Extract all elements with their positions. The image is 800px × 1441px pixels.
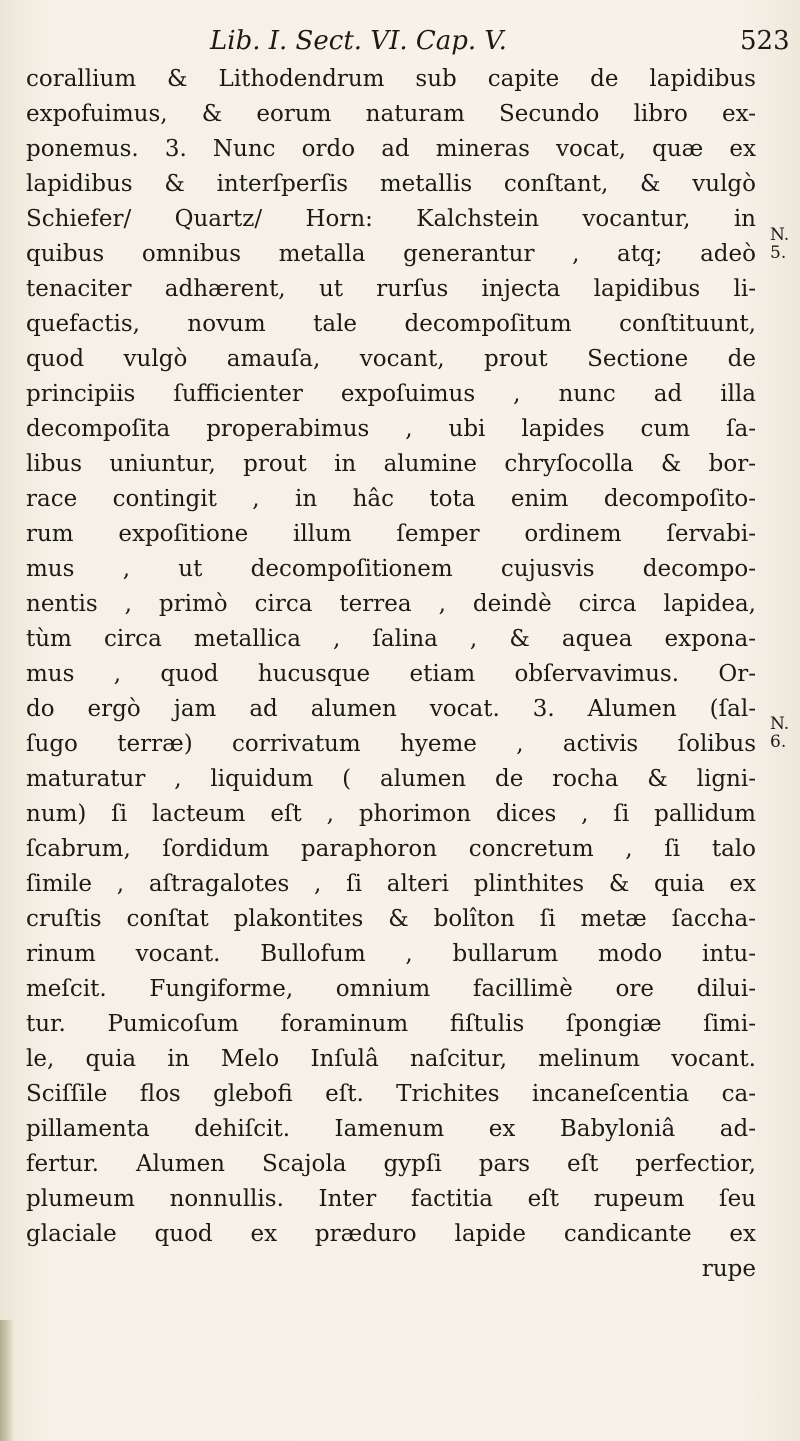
paper-stain xyxy=(0,1320,14,1441)
text-line: ponemus. 3. Nunc ordo ad mineras vocat, quæ ex xyxy=(26,136,756,162)
text-line: expofuimus, & eorum naturam Secundo libro ex- xyxy=(26,101,756,127)
text-line: principiis ſufficienter expoſuimus , nunc ad illa xyxy=(26,381,756,407)
text-line: glaciale quod ex præduro lapide candicante ex xyxy=(26,1221,756,1247)
text-line: cruſtis conſtat plakontites & bolîton ſi metæ ſaccha- xyxy=(26,906,756,932)
text-line: lapidibus & interſperſis metallis conſtant, & vulgò xyxy=(26,171,756,197)
text-line: tur. Pumicoſum foraminum fiſtulis ſpongiæ ſimi- xyxy=(26,1011,756,1037)
text-line: quibus omnibus metalla generantur , atq; adeò xyxy=(26,241,756,267)
page-number: 523 xyxy=(740,26,790,56)
margin-note: N. 6. xyxy=(770,714,790,752)
text-line: mus , quod hucusque etiam obſervavimus. Or- xyxy=(26,661,756,687)
text-line: maturatur , liquidum ( alumen de rocha & ligni- xyxy=(26,766,756,792)
catchword: rupe xyxy=(701,1256,756,1282)
text-line: race contingit , in hâc tota enim decompoſito- xyxy=(26,486,756,512)
text-line: fertur. Alumen Scajola gypſi pars eſt perfectior, xyxy=(26,1151,756,1177)
text-line: quefactis, novum tale decompoſitum conſtituunt, xyxy=(26,311,756,337)
text-line: le, quia in Melo Inſulâ naſcitur, melinum vocant. xyxy=(26,1046,756,1072)
text-line: meſcit. Fungiforme, omnium facillimè ore dilui- xyxy=(26,976,756,1002)
text-line: rum expoſitione illum ſemper ordinem ſervabi- xyxy=(26,521,756,547)
text-line: quod vulgò amauſa, vocant, prout Sectione de xyxy=(26,346,756,372)
text-line: pillamenta dehiſcit. Iamenum ex Babyloniâ ad- xyxy=(26,1116,756,1142)
text-line: plumeum nonnullis. Inter factitia eſt rupeum ſeu xyxy=(26,1186,756,1212)
text-line: tenaciter adhærent, ut rurſus injecta lapidibus li- xyxy=(26,276,756,302)
text-line: ſimile , aſtragalotes , ſi alteri plinthites & quia ex xyxy=(26,871,756,897)
text-line: libus uniuntur, prout in alumine chryſocolla & bor- xyxy=(26,451,756,477)
margin-note: N. 5. xyxy=(770,225,790,263)
text-line: decompoſita properabimus , ubi lapides cum ſa- xyxy=(26,416,756,442)
text-line: Sciſſile flos glebofi eſt. Trichites incaneſcentia ca- xyxy=(26,1081,756,1107)
text-line: Schiefer/ Quartz/ Horn: Kalchstein vocantur, in xyxy=(26,206,756,232)
text-line: ſugo terræ) corrivatum hyeme , activis ſolibus xyxy=(26,731,756,757)
page-header xyxy=(0,18,800,62)
text-line: tùm circa metallica , ſalina , & aquea expona- xyxy=(26,626,756,652)
text-line: corallium & Lithodendrum sub capite de lapidibus xyxy=(26,66,756,92)
text-line: do ergò jam ad alumen vocat. 3. Alumen (ſal- xyxy=(26,696,756,722)
text-line: nentis , primò circa terrea , deindè circa lapidea, xyxy=(26,591,756,617)
running-title: Lib. I. Sect. VI. Cap. V. xyxy=(210,26,507,56)
text-line: num) ſi lacteum eſt , phorimon dices , ſi pallidum xyxy=(26,801,756,827)
text-line: rinum vocant. Bullofum , bullarum modo intu- xyxy=(26,941,756,967)
body-text xyxy=(26,62,756,1287)
text-line: mus , ut decompoſitionem cujusvis decompo- xyxy=(26,556,756,582)
text-line: ſcabrum, ſordidum paraphoron concretum , ſi talo xyxy=(26,836,756,862)
